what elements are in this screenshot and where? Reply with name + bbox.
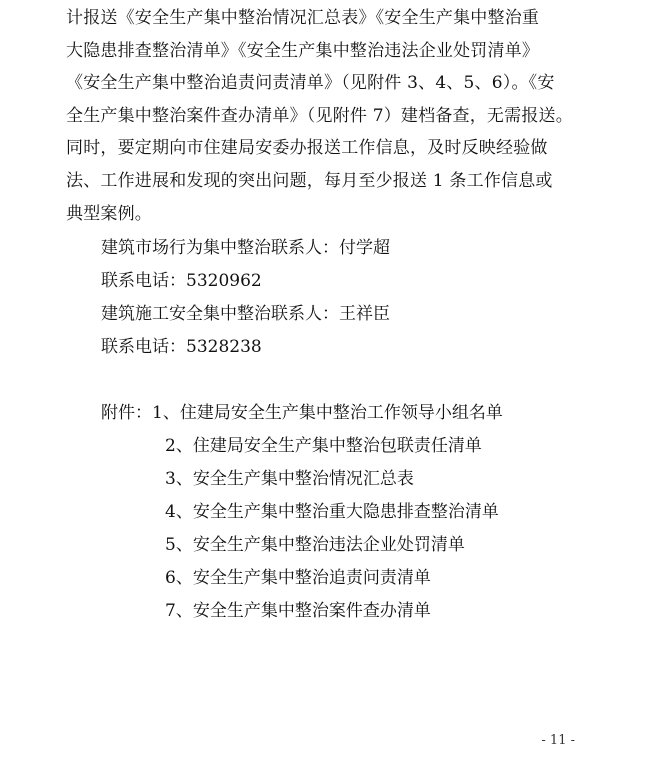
attachment-item: 3、安全生产集中整治情况汇总表 (165, 469, 414, 489)
market-phone: 联系电话：5320962 (101, 271, 262, 291)
body-line: 《安全生产集中整治追责问责清单》（见附件 3、4、5、6）。《安 (66, 73, 555, 94)
construction-phone: 联系电话：5328238 (101, 337, 262, 357)
attachment-item: 4、安全生产集中整治重大隐患排查整治清单 (165, 502, 499, 522)
attachment-item (101, 397, 503, 430)
body-line: 大隐患排查整治清单》《安全生产集中整治违法企业处罚清单》 (66, 40, 540, 61)
construction-contact: 建筑施工安全集中整治联系人：王祥臣 (101, 304, 390, 324)
attachments-list (101, 397, 503, 628)
contacts-block (101, 232, 390, 364)
attachment-item: 7、安全生产集中整治案件查办清单 (165, 601, 431, 621)
attachment-item-label: 1、住建局安全生产集中整治工作领导小组名单 (152, 403, 503, 423)
page-number: - 11 - (541, 733, 575, 748)
body-line: 典型案例。 (66, 203, 152, 224)
body-line: 全生产集中整治案件查办清单》（见附件 7）建档备查，无需报送。 (66, 105, 573, 126)
attachment-item: 5、安全生产集中整治违法企业处罚清单 (165, 535, 465, 555)
body-line: 同时，要定期向市住建局安委办报送工作信息，及时反映经验做 (66, 138, 548, 159)
body-line: 计报送《安全生产集中整治情况汇总表》《安全生产集中整治重 (66, 8, 540, 28)
body-paragraph (66, 2, 581, 230)
attachment-item: 2、住建局安全生产集中整治包联责任清单 (165, 436, 482, 456)
market-contact: 建筑市场行为集中整治联系人：付学超 (101, 238, 390, 258)
attachment-item: 6、安全生产集中整治追责问责清单 (165, 568, 431, 588)
attachments-heading: 附件： (101, 403, 152, 423)
body-line: 法、工作进展和发现的突出问题，每月至少报送 1 条工作信息或 (66, 170, 553, 191)
